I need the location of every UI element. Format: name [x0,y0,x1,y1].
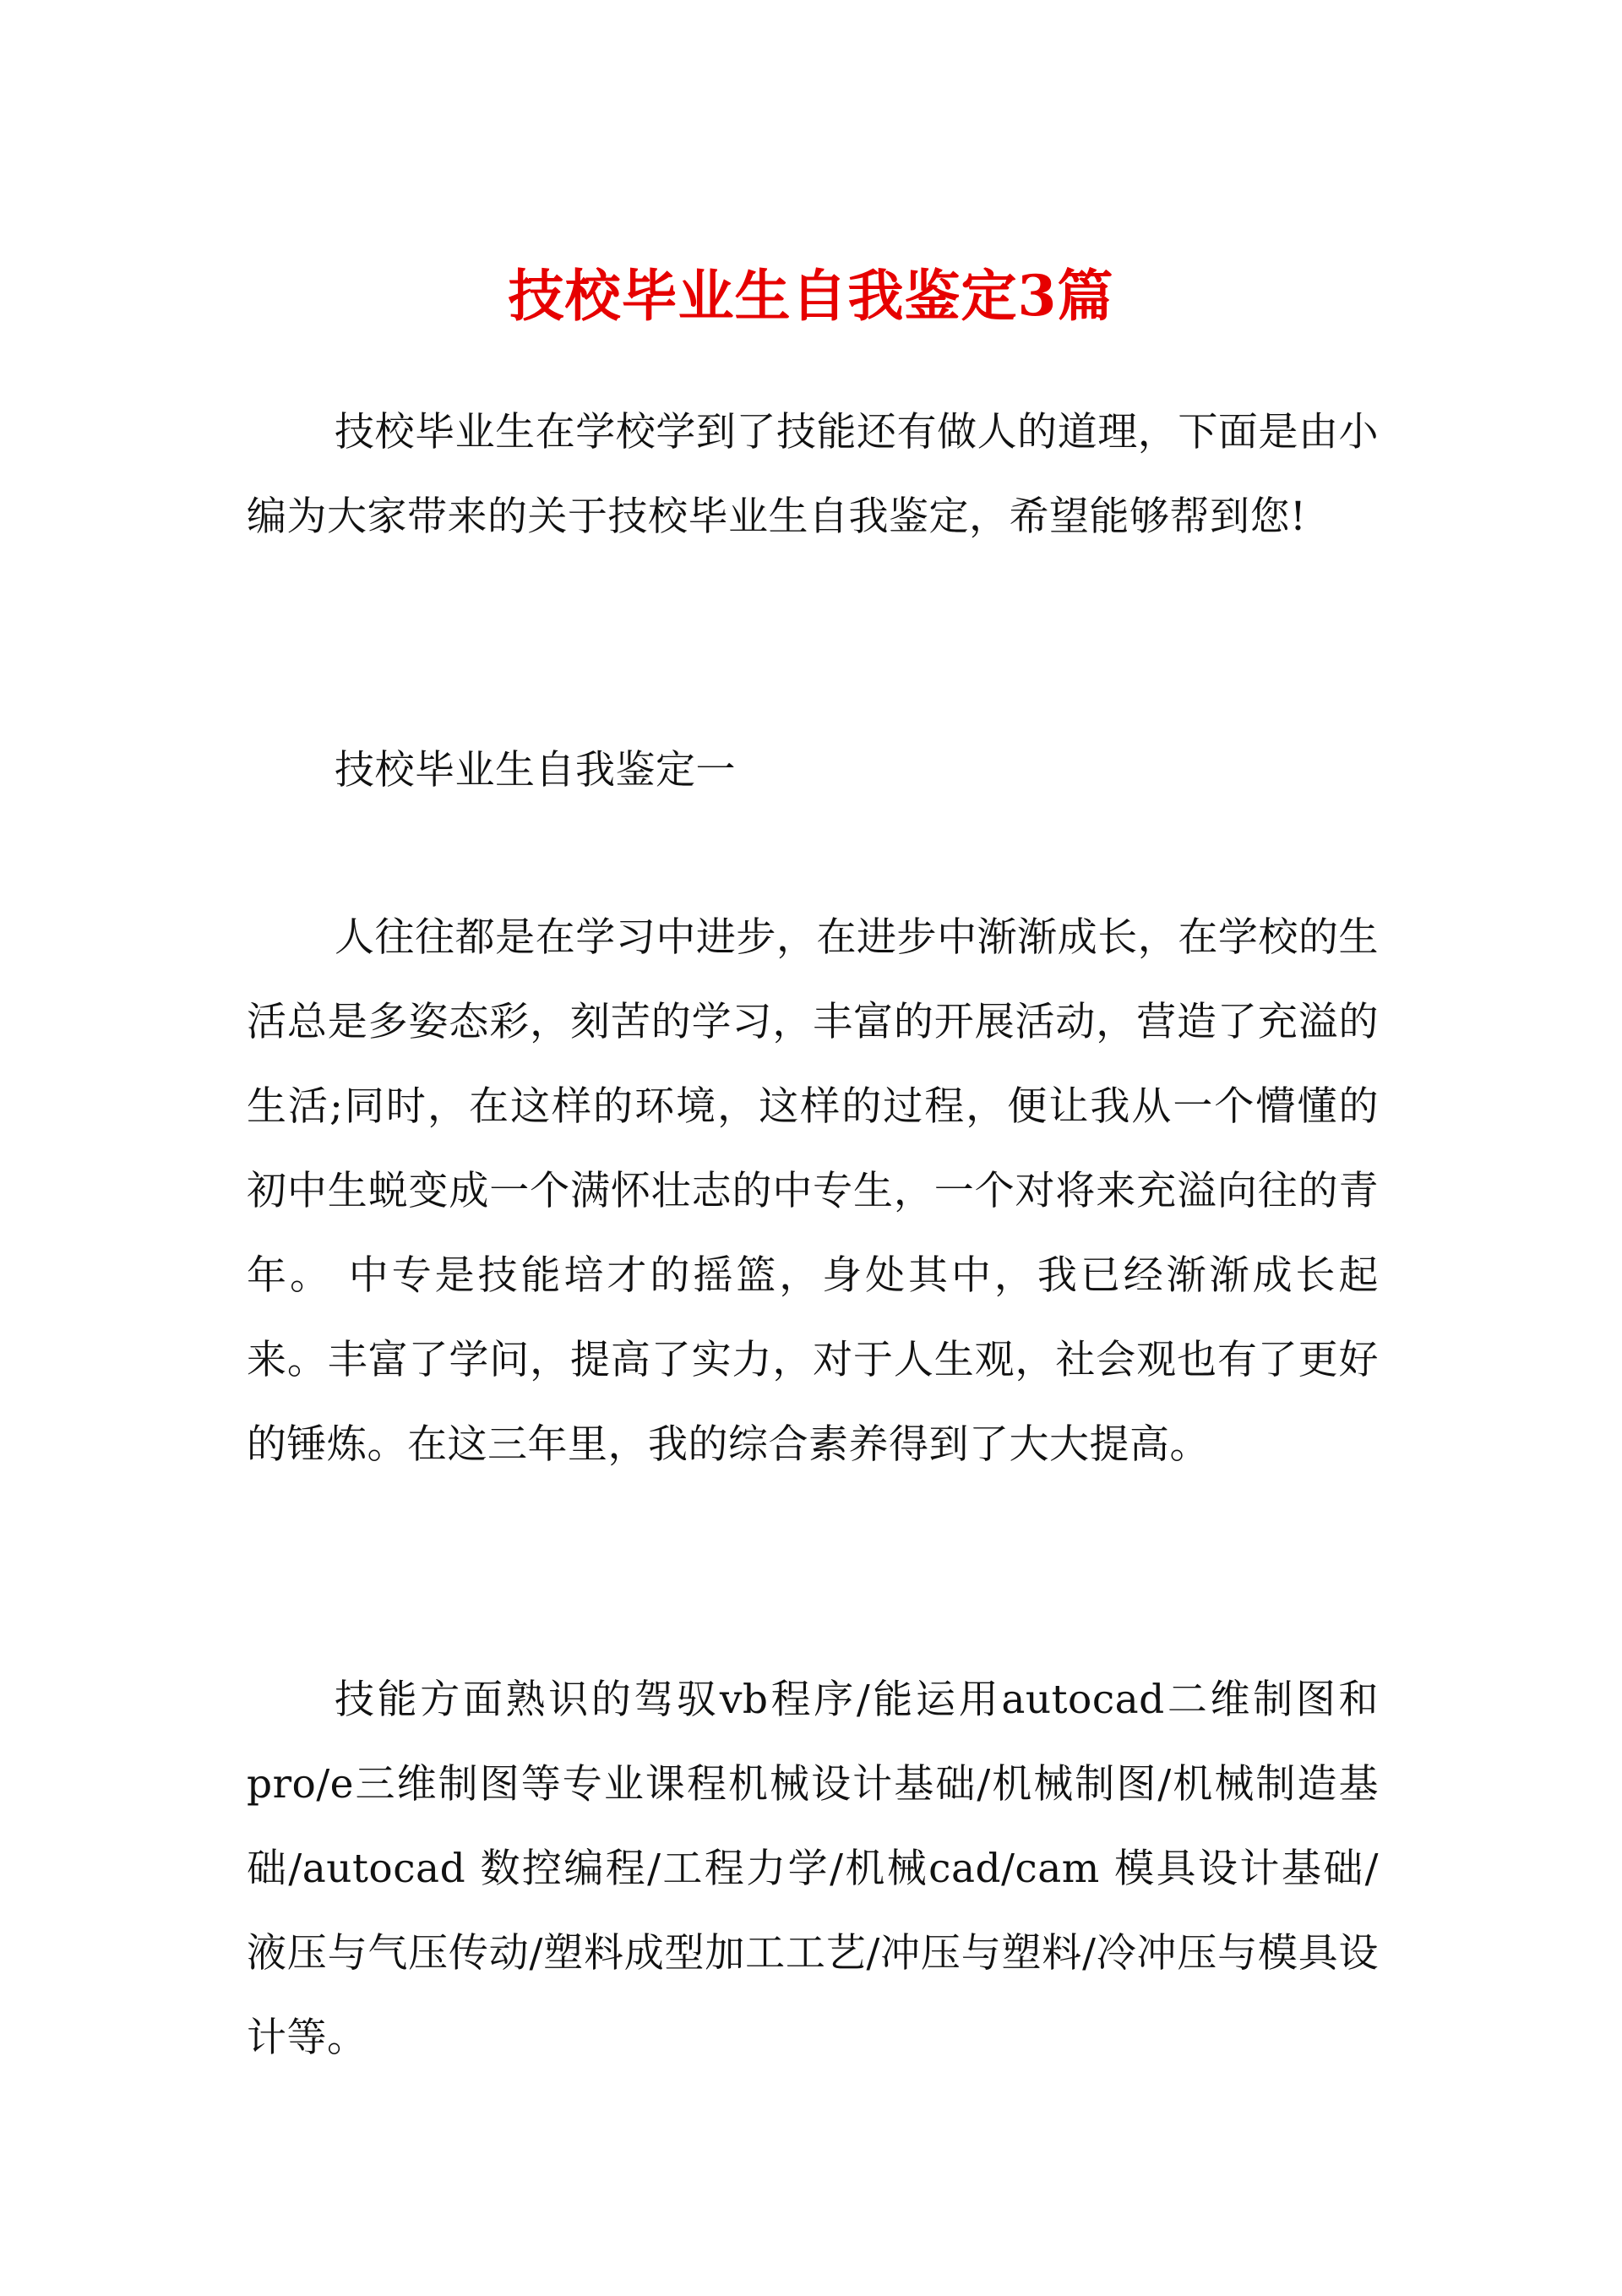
document-title: 技校毕业生自我鉴定3篇 [508,263,1114,329]
intro-paragraph: 技校毕业生在学校学到了技能还有做人的道理，下面是由小编为大家带来的关于技校毕业生自我鉴定，希望能够帮到您! [247,409,1379,540]
section-heading: 技校毕业生自我鉴定一 [335,747,736,794]
body-paragraph: 技能方面熟识的驾驭vb程序/能运用autocad二维制图和pro/e三维制图等专业课程机械设计基础/机械制图/机械制造基础/autocad 数控编程/工程力学/机械cad/cam 模具设计基础/液压与气压传动/塑料成型加工工艺/冲压与塑料/冷冲压与模具设计等。 [247,1677,1379,2061]
body-paragraph: 人往往都是在学习中进步，在进步中渐渐成长，在学校的生活总是多姿态彩，刻苦的学习，丰富的开展活动，营造了充溢的生活;同时，在这样的环境，这样的过程，便让我从一个懵懂的初中生蜕变成一个满怀壮志的中专生，一个对将来充溢向往的青年。 中专是技能培才的摇篮，身处其中，我已经渐渐成长起来。丰富了学问，提高了实力，对于人生观，社会观也有了更好的锤炼。在这三年里，我的综合素养得到了大大提高。 [247,914,1379,1468]
